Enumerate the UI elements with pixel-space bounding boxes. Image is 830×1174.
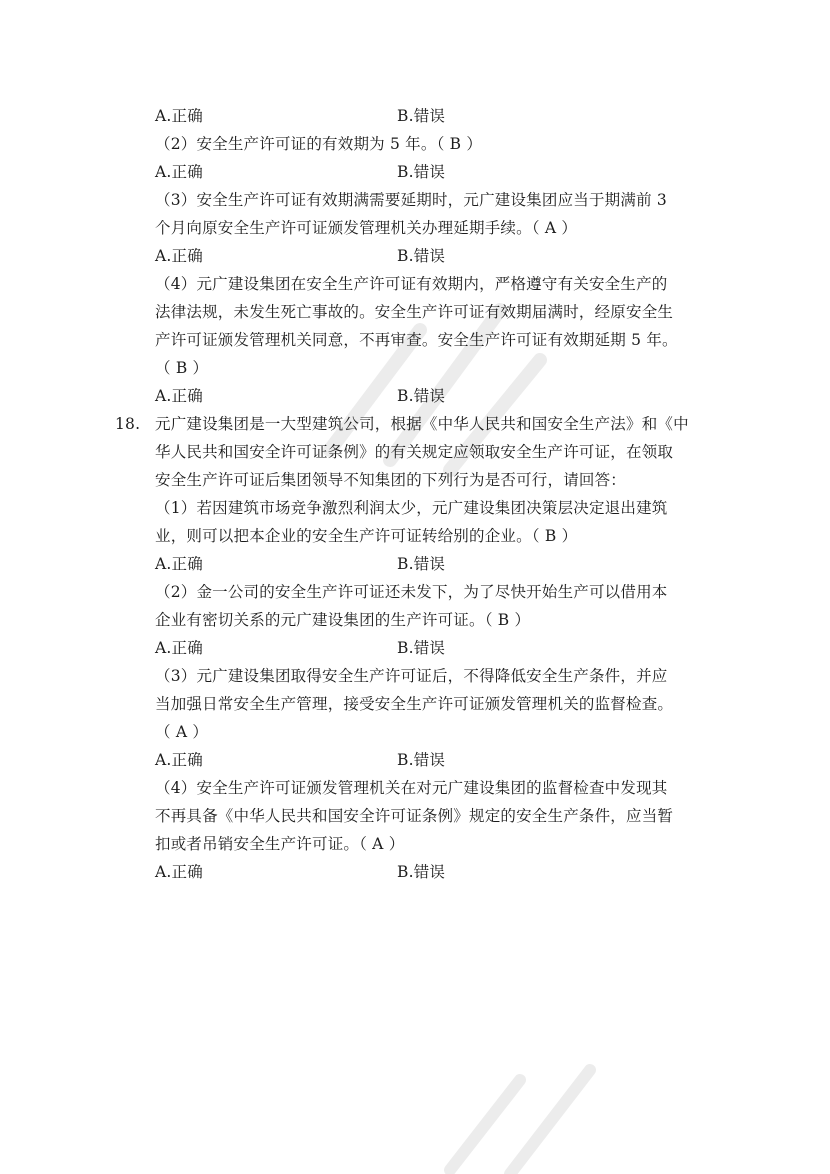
text-line bbox=[0, 438, 830, 466]
text-line bbox=[0, 186, 830, 214]
option-b: B.错误 bbox=[397, 107, 446, 125]
option-b: B.错误 bbox=[397, 751, 446, 769]
text-continuation: 法律法规，未发生死亡事故的。安全生产许可证有效期届满时，经原安全生 bbox=[155, 303, 674, 321]
text-line bbox=[0, 830, 830, 858]
text-line bbox=[0, 214, 830, 242]
option-a: A.正确 bbox=[155, 863, 203, 881]
sub-question-3: （3）安全生产许可证有效期满需要延期时，元广建设集团应当于期满前 3 bbox=[155, 191, 667, 209]
options-row bbox=[0, 746, 830, 774]
option-a: A.正确 bbox=[155, 387, 203, 405]
text-continuation: 安全生产许可证后集团领导不知集团的下列行为是否可行，请回答： bbox=[155, 471, 627, 489]
text-line bbox=[0, 522, 830, 550]
text-line bbox=[0, 662, 830, 690]
question-text: 元广建设集团是一大型建筑公司，根据《中华人民共和国安全生产法》和《中 bbox=[155, 415, 689, 433]
option-b: B.错误 bbox=[397, 247, 446, 265]
sub-question-2: （2）金一公司的安全生产许可证还未发下，为了尽快开始生产可以借用本 bbox=[155, 583, 668, 601]
sub-question-4: （4）元广建设集团在安全生产许可证有效期内，严格遵守有关安全生产的 bbox=[155, 275, 668, 293]
option-a: A.正确 bbox=[155, 107, 203, 125]
options-row bbox=[0, 550, 830, 578]
sub-question-2: （2）安全生产许可证的有效期为 5 年。（ B ） bbox=[155, 135, 483, 153]
options-row bbox=[0, 158, 830, 186]
option-a: A.正确 bbox=[155, 751, 203, 769]
option-a: A.正确 bbox=[155, 555, 203, 573]
options-row bbox=[0, 102, 830, 130]
text-continuation: 企业有密切关系的元广建设集团的生产许可证。（ B ） bbox=[155, 611, 531, 629]
text-continuation: 华人民共和国安全许可证条例》的有关规定应领取安全生产许可证，在领取 bbox=[155, 443, 674, 461]
option-a: A.正确 bbox=[155, 247, 203, 265]
option-b: B.错误 bbox=[397, 387, 446, 405]
option-b: B.错误 bbox=[397, 863, 446, 881]
text-continuation: 当加强日常安全生产管理，接受安全生产许可证颁发管理机关的监督检查。 bbox=[155, 695, 674, 713]
text-line bbox=[0, 774, 830, 802]
options-row bbox=[0, 858, 830, 886]
text-line bbox=[0, 354, 830, 382]
text-line bbox=[0, 130, 830, 158]
option-b: B.错误 bbox=[397, 639, 446, 657]
text-continuation: 个月向原安全生产许可证颁发管理机关办理延期手续。（ A ） bbox=[155, 219, 578, 237]
sub-question-3: （3）元广建设集团取得安全生产许可证后，不得降低安全生产条件，并应 bbox=[155, 667, 668, 685]
answer-mark: （ A ） bbox=[155, 723, 209, 741]
sub-question-1: （1）若因建筑市场竞争激烈利润太少，元广建设集团决策层决定退出建筑 bbox=[155, 499, 668, 517]
text-line bbox=[0, 802, 830, 830]
options-row bbox=[0, 382, 830, 410]
text-continuation: 不再具备《中华人民共和国安全许可证条例》规定的安全生产条件，应当暂 bbox=[155, 807, 674, 825]
question-number: 18. bbox=[115, 415, 141, 433]
text-continuation: 业，则可以把本企业的安全生产许可证转给别的企业。（ B ） bbox=[155, 527, 578, 545]
sub-question-4: （4）安全生产许可证颁发管理机关在对元广建设集团的监督检查中发现其 bbox=[155, 779, 668, 797]
option-b: B.错误 bbox=[397, 555, 446, 573]
text-continuation: 扣或者吊销安全生产许可证。（ A ） bbox=[155, 835, 405, 853]
question-18-line bbox=[0, 410, 830, 438]
text-line bbox=[0, 298, 830, 326]
text-line bbox=[0, 718, 830, 746]
text-line bbox=[0, 578, 830, 606]
answer-mark: （ B ） bbox=[155, 359, 209, 377]
options-row bbox=[0, 634, 830, 662]
text-line bbox=[0, 466, 830, 494]
text-continuation: 产许可证颁发管理机关同意，不再审查。安全生产许可证有效期延期 5 年。 bbox=[155, 331, 678, 349]
options-row bbox=[0, 242, 830, 270]
text-line bbox=[0, 270, 830, 298]
text-line bbox=[0, 494, 830, 522]
option-a: A.正确 bbox=[155, 639, 203, 657]
text-line bbox=[0, 690, 830, 718]
text-line bbox=[0, 326, 830, 354]
option-a: A.正确 bbox=[155, 163, 203, 181]
watermark-seal-bottom bbox=[430, 1060, 630, 1174]
text-line bbox=[0, 606, 830, 634]
option-b: B.错误 bbox=[397, 163, 446, 181]
